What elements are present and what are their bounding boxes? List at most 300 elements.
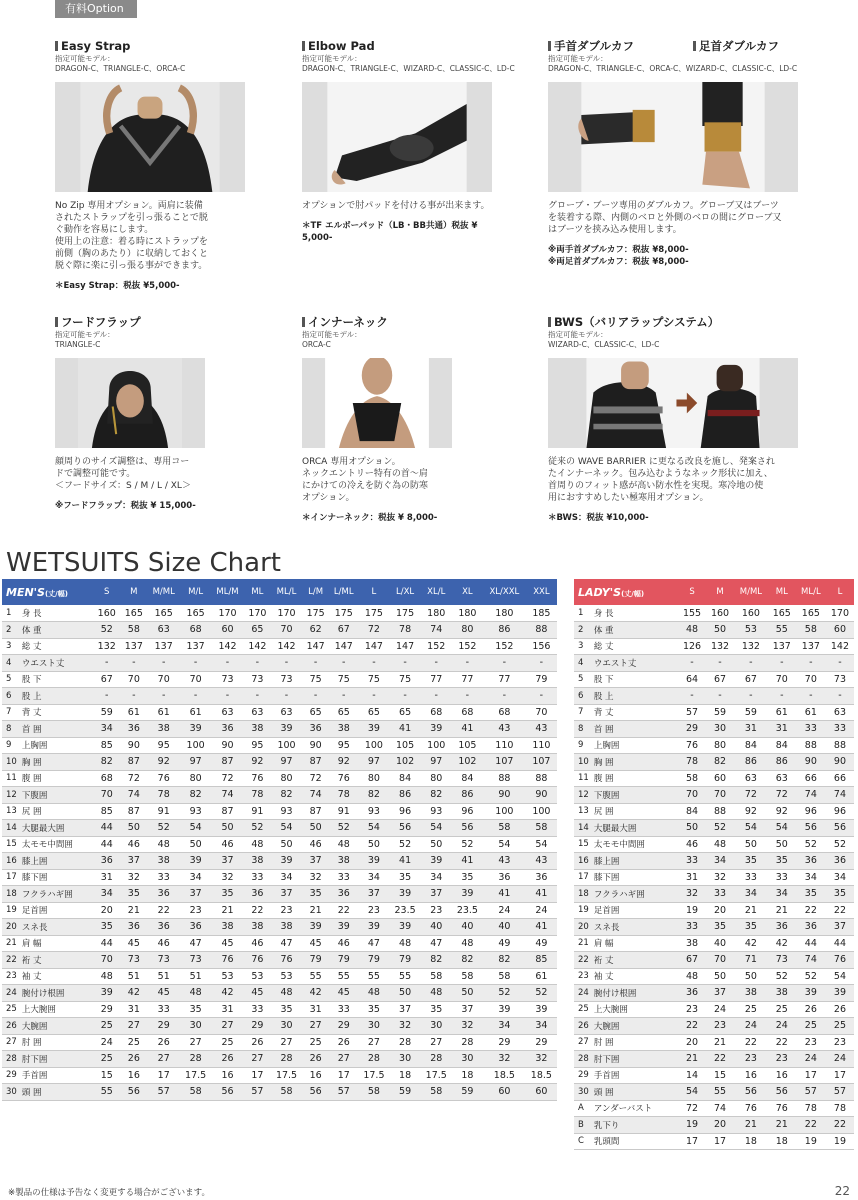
size-value-cell: 170 <box>244 605 271 622</box>
size-value-cell: 28 <box>421 1051 452 1068</box>
size-value-cell: 55 <box>706 1084 734 1101</box>
size-value-cell: 57 <box>826 1084 854 1101</box>
size-value-cell: - <box>211 688 244 705</box>
row-number: 6 <box>2 688 18 705</box>
size-value-cell: 87 <box>211 803 244 820</box>
size-value-cell: 50 <box>358 836 389 853</box>
size-value-cell: 39 <box>271 853 302 870</box>
row-label: 大腿最大囲 <box>18 820 93 837</box>
size-value-cell: 175 <box>302 605 329 622</box>
size-value-cell: 37 <box>706 985 734 1002</box>
size-value-cell: 37 <box>358 886 389 903</box>
size-value-cell: 50 <box>180 836 211 853</box>
size-value-cell: 36 <box>147 886 180 903</box>
size-value-cell: 48 <box>390 935 421 952</box>
size-value-cell: 35 <box>302 886 329 903</box>
size-value-cell: 76 <box>678 737 706 754</box>
size-value-cell: 91 <box>244 803 271 820</box>
size-value-cell: 39 <box>826 985 854 1002</box>
size-value-cell: 87 <box>120 803 147 820</box>
table-row <box>2 1067 557 1084</box>
size-value-cell: 38 <box>271 919 302 936</box>
size-value-cell: 39 <box>358 853 389 870</box>
size-value-cell: - <box>796 688 826 705</box>
size-value-cell: 41 <box>483 886 526 903</box>
size-value-cell: 34 <box>483 1018 526 1035</box>
size-value-cell: 48 <box>93 968 120 985</box>
option-title <box>302 316 462 329</box>
size-value-cell: 35 <box>421 1001 452 1018</box>
size-value-cell: 48 <box>452 935 483 952</box>
row-number: 9 <box>2 737 18 754</box>
size-value-cell: 48 <box>358 985 389 1002</box>
size-value-cell: 52 <box>796 968 826 985</box>
row-number: 8 <box>2 721 18 738</box>
size-value-cell: 31 <box>211 1001 244 1018</box>
size-value-cell: 25 <box>93 1051 120 1068</box>
table-row <box>2 1084 557 1101</box>
size-value-cell: 34 <box>826 869 854 886</box>
size-value-cell: 22 <box>734 1034 768 1051</box>
size-value-cell: 25 <box>734 1001 768 1018</box>
size-value-cell: 100 <box>180 737 211 754</box>
size-value-cell: 52 <box>768 968 796 985</box>
table-header-row <box>2 579 557 605</box>
size-value-cell: 147 <box>302 638 329 655</box>
size-value-cell: 61 <box>120 704 147 721</box>
size-value-cell: 76 <box>768 1100 796 1117</box>
size-value-cell: - <box>678 688 706 705</box>
size-value-cell: 78 <box>244 787 271 804</box>
size-value-cell: - <box>706 688 734 705</box>
row-label: 頭 囲 <box>18 1084 93 1101</box>
size-value-cell: 82 <box>421 787 452 804</box>
row-label: ウエスト丈 <box>590 655 678 672</box>
size-value-cell: 105 <box>452 737 483 754</box>
size-value-cell: 142 <box>211 638 244 655</box>
size-value-cell: - <box>147 655 180 672</box>
size-value-cell: 45 <box>302 935 329 952</box>
size-value-cell: 137 <box>120 638 147 655</box>
size-value-cell: 23 <box>796 1034 826 1051</box>
size-value-cell: 65 <box>302 704 329 721</box>
size-value-cell: - <box>147 688 180 705</box>
size-value-cell: 72 <box>678 1100 706 1117</box>
size-value-cell: 40 <box>452 919 483 936</box>
size-value-cell: 175 <box>390 605 421 622</box>
row-label: 肩 幅 <box>590 935 678 952</box>
size-value-cell: 18 <box>452 1067 483 1084</box>
size-value-cell: 25 <box>93 1018 120 1035</box>
size-value-cell: 16 <box>302 1067 329 1084</box>
size-value-cell: 80 <box>421 770 452 787</box>
size-value-cell: 84 <box>452 770 483 787</box>
size-value-cell: 84 <box>768 737 796 754</box>
row-label: 袖 丈 <box>590 968 678 985</box>
size-value-cell: 107 <box>483 754 526 771</box>
option-models: DRAGON-C、TRIANGLE-C、WIZARD-C、CLASSIC-C、LD-C <box>302 64 515 73</box>
size-value-cell: 48 <box>678 622 706 639</box>
size-chart-title: WETSUITS Size Chart <box>6 548 281 578</box>
size-value-cell: 28 <box>180 1051 211 1068</box>
size-value-cell: 105 <box>390 737 421 754</box>
row-number: A <box>574 1100 590 1117</box>
size-header-cell: L <box>358 579 389 605</box>
size-value-cell: 15 <box>706 1067 734 1084</box>
row-label: 乳下り <box>590 1117 678 1134</box>
size-value-cell: 78 <box>329 787 358 804</box>
size-value-cell: 54 <box>768 820 796 837</box>
size-value-cell: 76 <box>271 952 302 969</box>
size-value-cell: 41 <box>526 886 557 903</box>
table-row <box>574 985 854 1002</box>
size-value-cell: 34 <box>421 869 452 886</box>
option-model-label: 指定可能モデル： <box>55 54 115 63</box>
title-bar-icon <box>55 41 58 51</box>
option-title-text: フードフラップ <box>61 315 141 329</box>
row-label: 上大腕囲 <box>590 1001 678 1018</box>
size-value-cell: 16 <box>211 1067 244 1084</box>
size-value-cell: 79 <box>358 952 389 969</box>
option-title-text: 手首ダブルカフ <box>554 39 635 53</box>
size-value-cell: 51 <box>147 968 180 985</box>
size-value-cell: 45 <box>211 935 244 952</box>
size-value-cell: 74 <box>706 1100 734 1117</box>
size-value-cell: 67 <box>329 622 358 639</box>
size-value-cell: 18.5 <box>483 1067 526 1084</box>
size-value-cell: 30 <box>358 1018 389 1035</box>
size-value-cell: 88 <box>483 770 526 787</box>
row-label: 股 上 <box>18 688 93 705</box>
size-value-cell: 52 <box>796 836 826 853</box>
row-label: スネ長 <box>590 919 678 936</box>
size-value-cell: 36 <box>796 919 826 936</box>
size-value-cell: 24 <box>826 1051 854 1068</box>
row-number: 7 <box>2 704 18 721</box>
table-row <box>2 1034 557 1051</box>
size-value-cell: 165 <box>147 605 180 622</box>
size-value-cell: 61 <box>526 968 557 985</box>
size-value-cell: 39 <box>180 721 211 738</box>
row-number: 25 <box>2 1001 18 1018</box>
size-value-cell: 54 <box>526 836 557 853</box>
size-value-cell: 84 <box>734 737 768 754</box>
size-value-cell: 54 <box>421 820 452 837</box>
size-value-cell: 29 <box>526 1034 557 1051</box>
row-label: 上胸囲 <box>590 737 678 754</box>
size-value-cell: 93 <box>180 803 211 820</box>
table-row <box>574 968 854 985</box>
size-value-cell: 39 <box>358 919 389 936</box>
size-value-cell: 76 <box>244 770 271 787</box>
size-value-cell: 53 <box>211 968 244 985</box>
size-value-cell: 23 <box>421 902 452 919</box>
size-value-cell: 46 <box>120 836 147 853</box>
table-row <box>2 968 557 985</box>
option-photo <box>548 82 798 192</box>
size-value-cell: 29 <box>329 1018 358 1035</box>
size-value-cell: 147 <box>329 638 358 655</box>
size-value-cell: 77 <box>452 671 483 688</box>
size-value-cell: 24 <box>526 902 557 919</box>
option-models: DRAGON-C、TRIANGLE-C、ORCA-C <box>55 64 186 73</box>
size-header-cell: S <box>678 579 706 605</box>
size-value-cell: 17 <box>147 1067 180 1084</box>
size-value-cell: 37 <box>271 886 302 903</box>
size-value-cell: 170 <box>211 605 244 622</box>
row-number: 26 <box>574 1018 590 1035</box>
row-label: 体 重 <box>590 622 678 639</box>
size-value-cell: 96 <box>390 803 421 820</box>
size-value-cell: 36 <box>329 886 358 903</box>
size-value-cell: 90 <box>302 737 329 754</box>
size-value-cell: 22 <box>329 902 358 919</box>
size-value-cell: 48 <box>421 985 452 1002</box>
size-value-cell: - <box>483 655 526 672</box>
size-value-cell: 59 <box>734 704 768 721</box>
size-value-cell: 24 <box>796 1051 826 1068</box>
table-row <box>574 770 854 787</box>
size-value-cell: 34 <box>796 869 826 886</box>
row-label: 腕付け根囲 <box>590 985 678 1002</box>
size-value-cell: 48 <box>147 836 180 853</box>
size-value-cell: 72 <box>358 622 389 639</box>
size-value-cell: 86 <box>452 787 483 804</box>
size-value-cell: 54 <box>180 820 211 837</box>
size-value-cell: 26 <box>120 1051 147 1068</box>
size-value-cell: 165 <box>180 605 211 622</box>
size-value-cell: 58 <box>120 622 147 639</box>
size-value-cell: 147 <box>390 638 421 655</box>
size-value-cell: - <box>120 655 147 672</box>
size-header-cell: ML/L <box>796 579 826 605</box>
row-label: 胸 囲 <box>590 754 678 771</box>
size-value-cell: 35 <box>211 886 244 903</box>
option-photo <box>302 82 492 192</box>
size-value-cell: 88 <box>796 737 826 754</box>
size-value-cell: 57 <box>678 704 706 721</box>
table-row <box>2 787 557 804</box>
size-value-cell: 55 <box>93 1084 120 1101</box>
row-number: 22 <box>2 952 18 969</box>
size-value-cell: 39 <box>93 985 120 1002</box>
row-number: 13 <box>574 803 590 820</box>
size-value-cell: 23 <box>180 902 211 919</box>
size-value-cell: 22 <box>147 902 180 919</box>
row-label: 裄 丈 <box>18 952 93 969</box>
size-value-cell: 52 <box>390 836 421 853</box>
row-number: 5 <box>574 671 590 688</box>
size-value-cell: 56 <box>734 1084 768 1101</box>
size-value-cell: 53 <box>734 622 768 639</box>
size-value-cell: - <box>452 655 483 672</box>
size-value-cell: 147 <box>358 638 389 655</box>
table-row <box>2 869 557 886</box>
size-value-cell: 142 <box>244 638 271 655</box>
size-value-cell: 64 <box>678 671 706 688</box>
option-elbow-pad <box>302 39 515 244</box>
size-value-cell: - <box>358 655 389 672</box>
size-value-cell: 32 <box>390 1018 421 1035</box>
option-description: グローブ・ブーツ専用のダブルカフ。グローブ又はブーツ を装着する際、内側のベロと外側のベロの間にグローブ又 はブーツを挟み込み使用します。 <box>548 201 782 235</box>
size-value-cell: 56 <box>302 1084 329 1101</box>
row-label: 肘下囲 <box>590 1051 678 1068</box>
size-value-cell: 73 <box>244 671 271 688</box>
size-value-cell: - <box>796 655 826 672</box>
size-value-cell: 54 <box>483 836 526 853</box>
size-value-cell: 38 <box>329 853 358 870</box>
size-value-cell: 92 <box>329 754 358 771</box>
size-value-cell: 72 <box>302 770 329 787</box>
table-header-row <box>574 579 854 605</box>
size-value-cell: 62 <box>302 622 329 639</box>
size-value-cell: 59 <box>93 704 120 721</box>
size-value-cell: 30 <box>271 1018 302 1035</box>
row-label: 太モモ中間囲 <box>18 836 93 853</box>
size-value-cell: - <box>180 688 211 705</box>
size-value-cell: 137 <box>796 638 826 655</box>
row-label: 手首囲 <box>590 1067 678 1084</box>
size-value-cell: - <box>211 655 244 672</box>
size-value-cell: 23 <box>734 1051 768 1068</box>
size-value-cell: 44 <box>93 935 120 952</box>
size-value-cell: 44 <box>826 935 854 952</box>
row-number: 30 <box>2 1084 18 1101</box>
size-value-cell: - <box>421 655 452 672</box>
size-value-cell: 35 <box>120 886 147 903</box>
size-value-cell: 96 <box>826 803 854 820</box>
size-value-cell: 33 <box>734 869 768 886</box>
size-value-cell: 50 <box>678 820 706 837</box>
size-value-cell: - <box>302 688 329 705</box>
size-value-cell: 37 <box>826 919 854 936</box>
table-row <box>2 704 557 721</box>
size-value-cell: 77 <box>421 671 452 688</box>
size-value-cell: 34 <box>526 1018 557 1035</box>
size-value-cell: 28 <box>271 1051 302 1068</box>
size-value-cell: 39 <box>358 721 389 738</box>
size-value-cell: 72 <box>211 770 244 787</box>
size-value-cell: 53 <box>271 968 302 985</box>
size-value-cell: - <box>734 688 768 705</box>
row-number: 15 <box>574 836 590 853</box>
size-value-cell: 37 <box>211 853 244 870</box>
size-value-cell: 63 <box>147 622 180 639</box>
size-value-cell: 152 <box>421 638 452 655</box>
size-value-cell: 21 <box>302 902 329 919</box>
size-value-cell: 26 <box>826 1001 854 1018</box>
size-value-cell: 91 <box>147 803 180 820</box>
option-model-label: 指定可能モデル： <box>55 330 115 339</box>
table-row <box>2 622 557 639</box>
size-value-cell: 46 <box>244 935 271 952</box>
size-value-cell: 97 <box>271 754 302 771</box>
size-value-cell: 28 <box>358 1051 389 1068</box>
row-number: 18 <box>2 886 18 903</box>
row-number: 1 <box>2 605 18 622</box>
size-value-cell: 87 <box>302 803 329 820</box>
row-label: 腕付け根囲 <box>18 985 93 1002</box>
size-value-cell: 23 <box>826 1034 854 1051</box>
size-value-cell: 47 <box>358 935 389 952</box>
option-photo <box>55 358 205 448</box>
size-value-cell: 58 <box>358 1084 389 1101</box>
size-value-cell: 30 <box>180 1018 211 1035</box>
row-number: 18 <box>574 886 590 903</box>
size-value-cell: 180 <box>452 605 483 622</box>
size-header-cell: M/L <box>180 579 211 605</box>
size-value-cell: - <box>706 655 734 672</box>
size-value-cell: 68 <box>180 622 211 639</box>
size-value-cell: 79 <box>390 952 421 969</box>
size-value-cell: 57 <box>244 1084 271 1101</box>
size-value-cell: 50 <box>768 836 796 853</box>
size-value-cell: 27 <box>329 1051 358 1068</box>
size-value-cell: 63 <box>211 704 244 721</box>
size-value-cell: 33 <box>244 1001 271 1018</box>
size-value-cell: 59 <box>706 704 734 721</box>
size-value-cell: 32 <box>706 869 734 886</box>
size-header-cell: ML/M <box>211 579 244 605</box>
option-models: DRAGON-C、TRIANGLE-C、ORCA-C、WIZARD-C、CLASSIC-C、LD-C <box>548 64 798 73</box>
option-description: ORCA 専用オプション。 ネックエントリー特有の首〜肩 にかけての冷えを防ぐ為の防寒 オプション。 <box>302 457 429 503</box>
size-value-cell: 65 <box>329 704 358 721</box>
size-value-cell: 17 <box>826 1067 854 1084</box>
table-row <box>574 671 854 688</box>
size-value-cell: 165 <box>120 605 147 622</box>
size-value-cell: 90 <box>120 737 147 754</box>
size-value-cell: 87 <box>120 754 147 771</box>
row-number: 17 <box>574 869 590 886</box>
size-value-cell: 36 <box>244 886 271 903</box>
option-inner-neck <box>302 316 462 524</box>
size-header-cell: XL <box>452 579 483 605</box>
size-value-cell: 52 <box>244 820 271 837</box>
size-value-cell: 24 <box>93 1034 120 1051</box>
row-label: 膝上囲 <box>590 853 678 870</box>
size-value-cell: - <box>452 688 483 705</box>
row-number: 3 <box>574 638 590 655</box>
size-value-cell: 63 <box>826 704 854 721</box>
row-label: 尻 囲 <box>18 803 93 820</box>
size-value-cell: 16 <box>734 1067 768 1084</box>
size-value-cell: 67 <box>93 671 120 688</box>
size-value-cell: 36 <box>93 853 120 870</box>
size-value-cell: 31 <box>734 721 768 738</box>
size-value-cell: 55 <box>302 968 329 985</box>
size-value-cell: 70 <box>706 952 734 969</box>
size-value-cell: - <box>678 655 706 672</box>
row-number: 23 <box>2 968 18 985</box>
size-value-cell: 65 <box>244 622 271 639</box>
size-value-cell: 97 <box>358 754 389 771</box>
size-value-cell: 34 <box>180 869 211 886</box>
size-value-cell: 17.5 <box>180 1067 211 1084</box>
size-value-cell: 48 <box>329 836 358 853</box>
ladys-size-table <box>574 579 854 1150</box>
row-number: 6 <box>574 688 590 705</box>
size-value-cell: 29 <box>93 1001 120 1018</box>
page-number: 22 <box>834 1184 850 1198</box>
size-value-cell: 68 <box>452 704 483 721</box>
option-models: WIZARD-C、CLASSIC-C、LD-C <box>548 340 660 349</box>
option-photo <box>302 358 452 448</box>
size-value-cell: 40 <box>706 935 734 952</box>
size-value-cell: 36 <box>147 919 180 936</box>
size-value-cell: 52 <box>147 820 180 837</box>
size-value-cell: 73 <box>271 671 302 688</box>
size-value-cell: 54 <box>826 968 854 985</box>
